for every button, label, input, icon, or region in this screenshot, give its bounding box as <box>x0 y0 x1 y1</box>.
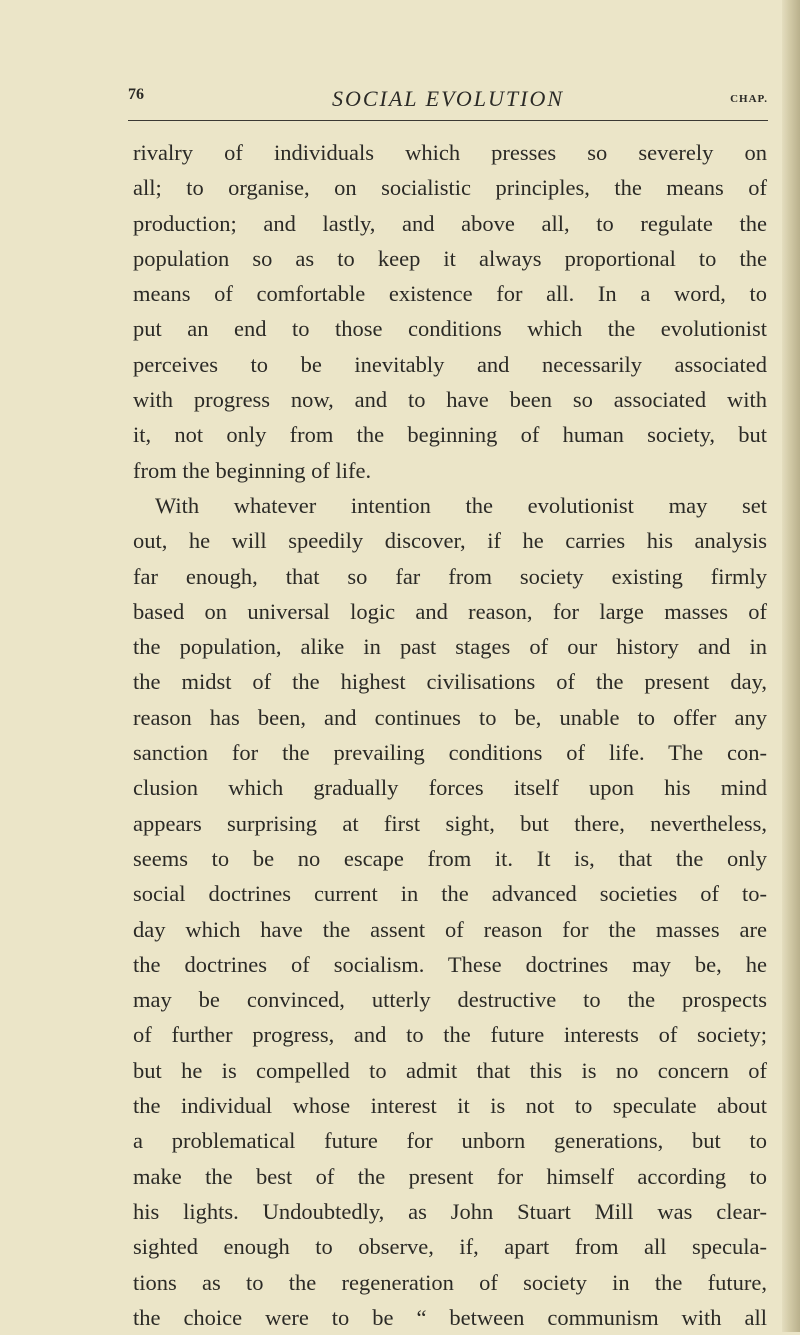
text-line: the midst of the highest civilisations of the present day, <box>133 669 767 695</box>
text-line: but he is compelled to admit that this is no concern of <box>133 1057 767 1083</box>
text-line: seems to be no escape from it. It is, that the only <box>133 845 767 871</box>
text-line: make the best of the present for himself according to <box>133 1163 767 1189</box>
text-line: his lights. Undoubtedly, as John Stuart Mill was clear- <box>133 1198 767 1224</box>
page-number: 76 <box>128 86 144 103</box>
running-head: SOCIAL EVOLUTION <box>331 86 565 111</box>
text-line: the individual whose interest it is not to speculate about <box>133 1093 767 1119</box>
text-line: far enough, that so far from society existing firmly <box>133 563 767 589</box>
text-line: may be convinced, utterly destructive to the prospects <box>133 987 767 1013</box>
text-line: social doctrines current in the advanced societies of to- <box>133 881 767 907</box>
text-line: sanction for the prevailing conditions of life. The con- <box>133 740 767 766</box>
text-line: perceives to be inevitably and necessarily associated <box>133 351 767 377</box>
text-line: the population, alike in past stages of our history and in <box>133 634 767 660</box>
text-line: all; to organise, on socialistic principles, the means of <box>133 175 767 201</box>
body-text <box>133 135 767 1335</box>
text-line: tions as to the regeneration of society in the future, <box>133 1269 767 1295</box>
text-line: from the beginning of life. <box>133 457 372 483</box>
text-line: appears surprising at first sight, but there, nevertheless, <box>133 810 767 836</box>
text-line: means of comfortable existence for all. In a word, to <box>133 281 767 307</box>
text-line: with progress now, and to have been so associated with <box>133 387 767 413</box>
page-edge-shadow <box>782 0 800 1332</box>
text-line: put an end to those conditions which the evolutionist <box>133 316 767 342</box>
text-line: out, he will speedily discover, if he carries his analysis <box>133 528 767 554</box>
text-line: clusion which gradually forces itself upon his mind <box>133 775 767 801</box>
text-line: a problematical future for unborn generations, but to <box>133 1128 767 1154</box>
text-line: of further progress, and to the future interests of society; <box>133 1022 767 1048</box>
chapter-mark: CHAP. <box>730 93 768 105</box>
text-line: reason has been, and continues to be, unable to offer any <box>133 704 767 730</box>
text-line: day which have the assent of reason for the masses are <box>133 916 767 942</box>
page-header <box>128 76 768 121</box>
text-line: population so as to keep it always proportional to the <box>133 245 767 271</box>
text-line: based on universal logic and reason, for large masses of <box>133 598 767 624</box>
text-line: production; and lastly, and above all, to regulate the <box>133 210 767 236</box>
text-line: sighted enough to observe, if, apart from all specula- <box>133 1234 767 1260</box>
text-line: the choice were to be “ between communism with all <box>133 1304 767 1330</box>
text-line: rivalry of individuals which presses so severely on <box>133 140 767 165</box>
text-line: it, not only from the beginning of human society, but <box>133 422 767 448</box>
text-line: the doctrines of socialism. These doctrines may be, he <box>133 951 767 977</box>
paragraph-start-line: With whatever intention the evolutionist may set <box>155 492 767 518</box>
